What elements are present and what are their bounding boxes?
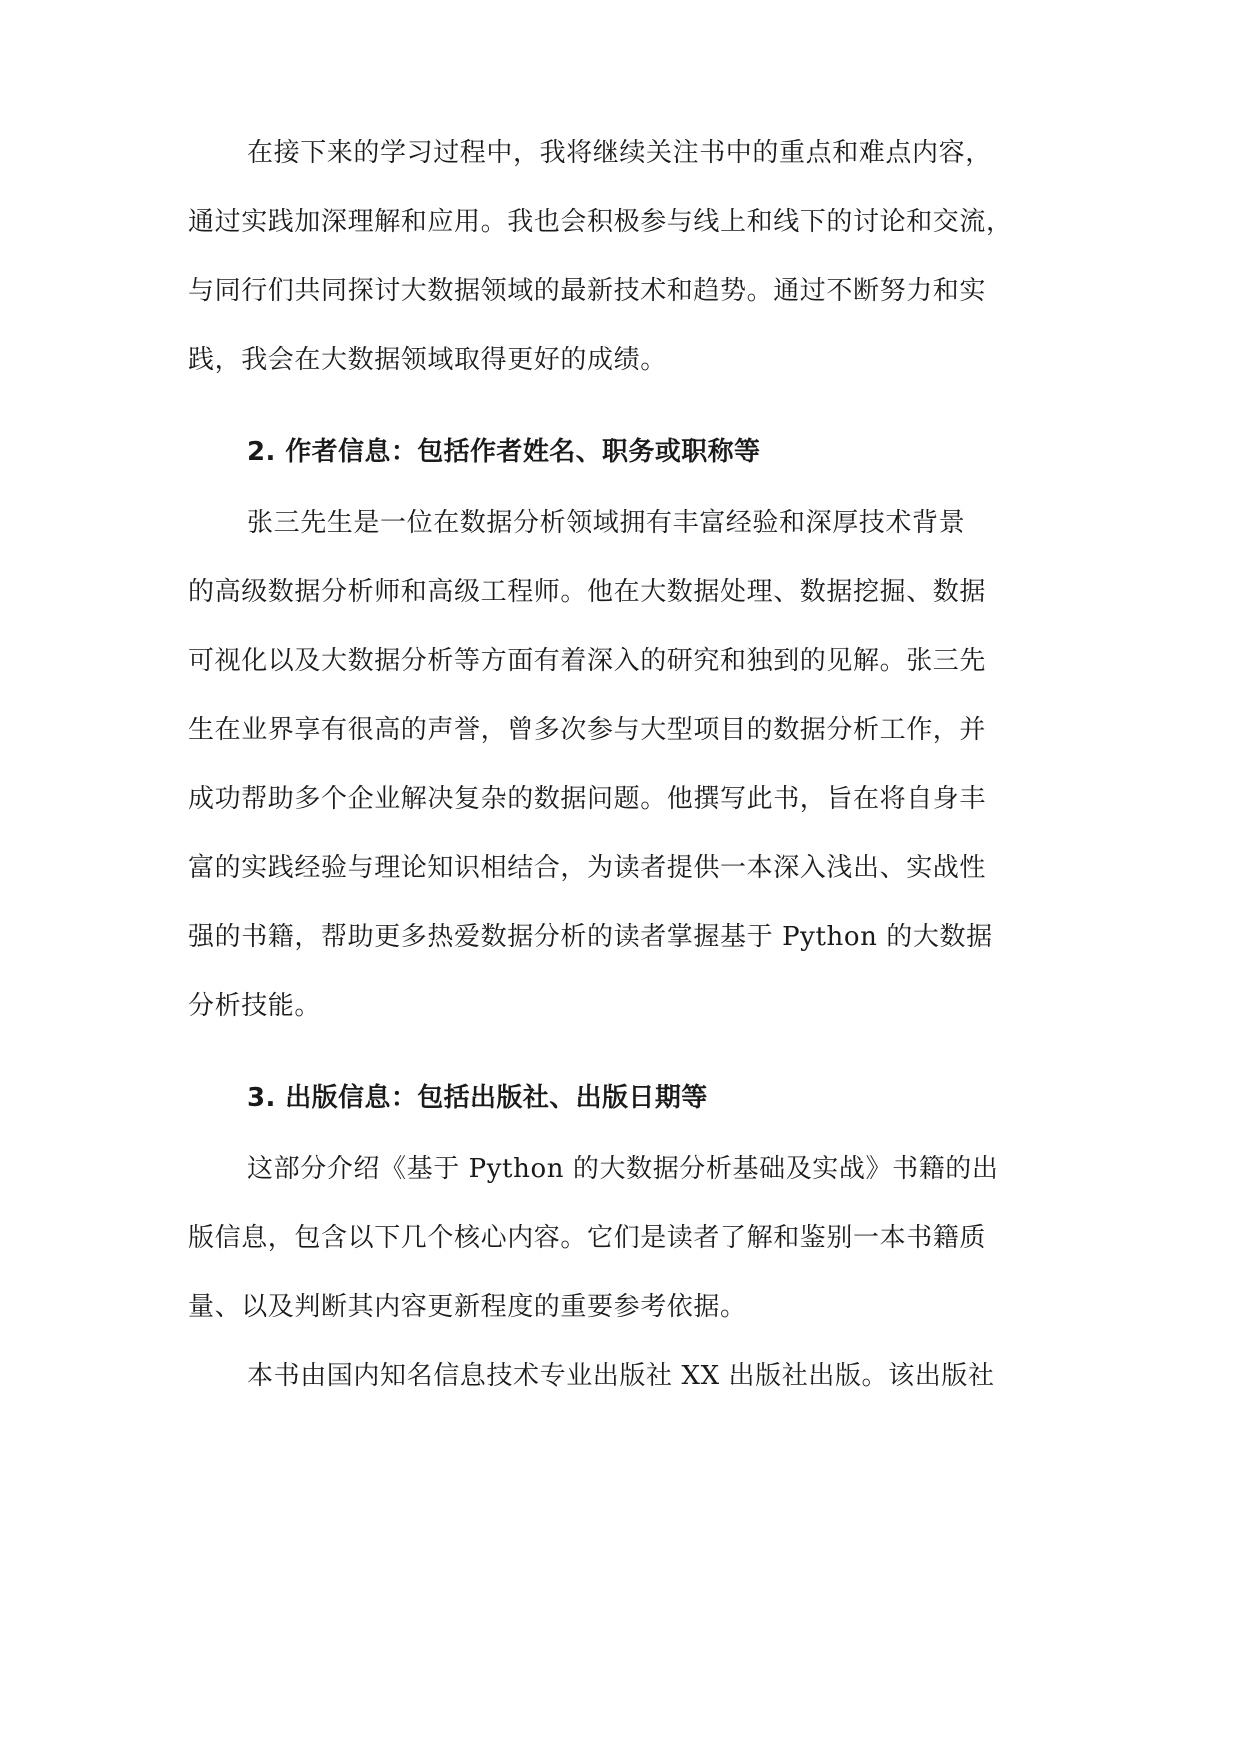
paragraph-line: 量、以及判断其内容更新程度的重要参考依据。 [188, 1292, 747, 1322]
paragraph-line: 强的书籍，帮助更多热爱数据分析的读者掌握基于 Python 的大数据 [188, 922, 993, 952]
paragraph-line: 与同行们共同探讨大数据领域的最新技术和趋势。通过不断努力和实 [188, 276, 987, 306]
paragraph-line: 可视化以及大数据分析等方面有着深入的研究和独到的见解。张三先 [188, 646, 987, 676]
paragraph-line: 的高级数据分析师和高级工程师。他在大数据处理、数据挖掘、数据 [188, 577, 987, 607]
paragraph-line: 版信息，包含以下几个核心内容。它们是读者了解和鉴别一本书籍质 [188, 1223, 987, 1253]
paragraph-line: 践，我会在大数据领域取得更好的成绩。 [188, 345, 667, 375]
section-heading-publication: 3. 出版信息：包括出版社、出版日期等 [247, 1083, 708, 1113]
paragraph-line: 这部分介绍《基于 Python 的大数据分析基础及实战》书籍的出 [247, 1154, 999, 1184]
paragraph-line: 富的实践经验与理论知识相结合，为读者提供一本深入浅出、实战性 [188, 853, 987, 883]
paragraph-line: 成功帮助多个企业解决复杂的数据问题。他撰写此书，旨在将自身丰 [188, 784, 987, 814]
paragraph-line: 在接下来的学习过程中，我将继续关注书中的重点和难点内容， [247, 138, 992, 168]
paragraph-line: 通过实践加深理解和应用。我也会积极参与线上和线下的讨论和交流， [188, 207, 1013, 237]
paragraph-line: 分析技能。 [188, 991, 322, 1021]
paragraph-line: 生在业界享有很高的声誉，曾多次参与大型项目的数据分析工作，并 [188, 715, 987, 745]
paragraph-line: 张三先生是一位在数据分析领域拥有丰富经验和深厚技术背景 [247, 508, 966, 538]
section-heading-author: 2. 作者信息：包括作者姓名、职务或职称等 [247, 437, 761, 467]
paragraph-line: 本书由国内知名信息技术专业出版社 XX 出版社出版。该出版社 [247, 1361, 995, 1391]
